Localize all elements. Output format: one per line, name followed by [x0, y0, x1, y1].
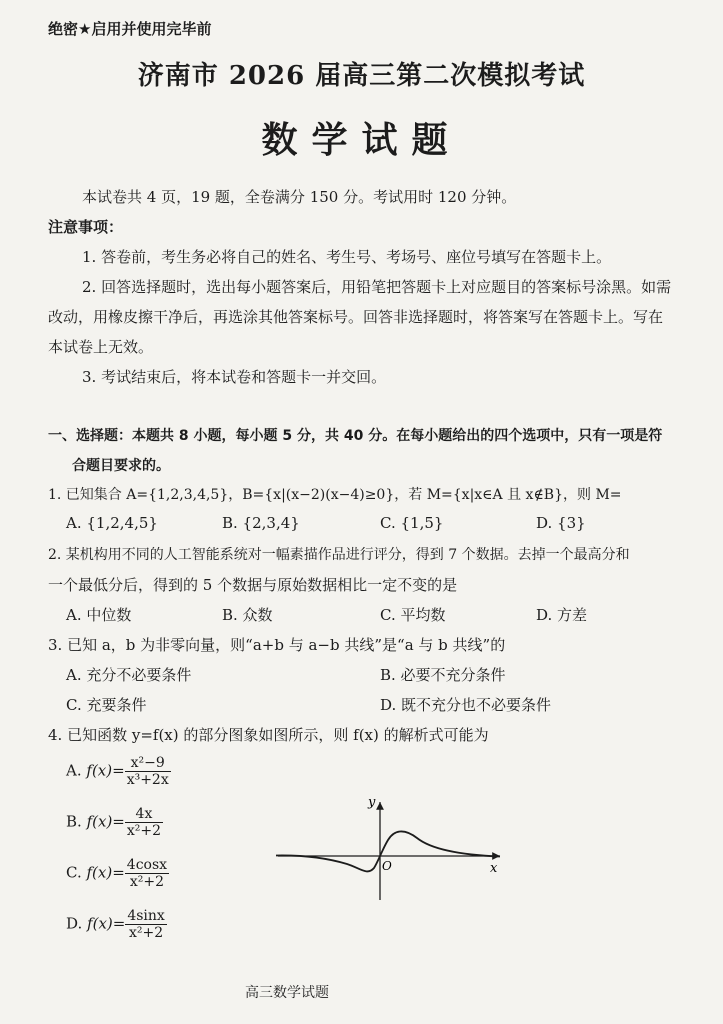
- question-3-option-a: A. 充分不必要条件: [66, 666, 192, 684]
- function-expression: f(x)=: [87, 914, 126, 933]
- question-1-option-a: A. {1,2,4,5}: [66, 514, 158, 532]
- denominator: x³+2x: [126, 772, 169, 788]
- question-1-option-c: C. {1,5}: [380, 514, 444, 532]
- question-4-option-a: [66, 755, 171, 788]
- question-3-stem: 3. 已知 a，b 为非零向量，则“a+b 与 a−b 共线”是“a 与 b 共线”的: [48, 636, 506, 654]
- function-expression: f(x)=: [86, 812, 125, 831]
- question-4-option-c: [66, 857, 169, 890]
- question-4-option-d: [66, 908, 167, 941]
- numerator: 4sinx: [127, 908, 165, 924]
- note-item-2-cont: 改动，用橡皮擦干净后，再选涂其他答案标号。回答非选择题时，将答案写在答题卡上。写在: [48, 308, 664, 326]
- note-item-2: 2. 回答选择题时，选出每小题答案后，用铅笔把答题卡上对应题目的答案标号涂黑。如需: [82, 278, 672, 296]
- denominator: x²+2: [126, 823, 162, 839]
- function-graph: [272, 792, 512, 912]
- x-axis-label: x: [490, 861, 498, 876]
- exam-intro: 本试卷共 4 页，19 题，全卷满分 150 分。考试用时 120 分钟。: [82, 188, 517, 206]
- section1-heading: 一、选择题：本题共 8 小题，每小题 5 分，共 40 分。在每小题给出的四个选项中，只有一项是符: [48, 428, 663, 444]
- question-1-option-b: B. {2,3,4}: [222, 514, 300, 532]
- option-label: A.: [66, 761, 82, 780]
- question-2-stem: 2. 某机构用不同的人工智能系统对一幅素描作品进行评分，得到 7 个数据。去掉一个最高分和: [48, 547, 630, 563]
- question-2-option-a: A. 中位数: [66, 606, 132, 624]
- denominator: x²+2: [129, 874, 164, 890]
- note-item-1: 1. 答卷前，考生务必将自己的姓名、考生号、考场号、座位号填写在答题卡上。: [82, 248, 612, 266]
- numerator: 4cosx: [126, 857, 168, 873]
- question-1-option-d: D. {3}: [536, 514, 586, 532]
- question-4-stem: 4. 已知函数 y=f(x) 的部分图象如图所示，则 f(x) 的解析式可能为: [48, 726, 489, 744]
- numerator: x²−9: [125, 755, 171, 772]
- function-expression: f(x)=: [86, 863, 125, 882]
- section1-heading-cont: 合题目要求的。: [72, 458, 170, 474]
- origin-label: O: [382, 859, 392, 873]
- question-3-option-c: C. 充要条件: [66, 696, 147, 714]
- exam-title: 济南市 2026 届高三第二次模拟考试: [137, 61, 586, 91]
- numerator: 4x: [125, 806, 163, 823]
- question-2-option-c: C. 平均数: [380, 606, 446, 624]
- question-2-option-b: B. 众数: [222, 606, 273, 624]
- fraction: [125, 908, 166, 941]
- denominator: x²+2: [129, 925, 164, 941]
- option-label: C.: [66, 863, 82, 882]
- confidential-notice: 绝密★启用并使用完毕前: [48, 20, 212, 38]
- fraction: [125, 806, 163, 839]
- question-2-stem-cont: 一个最低分后，得到的 5 个数据与原始数据相比一定不变的是: [48, 576, 458, 594]
- fraction: [125, 755, 171, 788]
- subject-title: 数学试题: [261, 120, 462, 161]
- page-footer: 高三数学试题: [245, 985, 329, 1001]
- option-label: B.: [66, 812, 82, 831]
- note-item-3: 3. 考试结束后，将本试卷和答题卡一并交回。: [82, 368, 387, 386]
- question-4-option-b: [66, 806, 163, 839]
- question-2-option-d: D. 方差: [536, 606, 588, 624]
- note-item-2-end: 本试卷上无效。: [48, 338, 154, 356]
- y-axis-label: y: [368, 795, 376, 810]
- notes-heading: 注意事项：: [48, 218, 124, 236]
- question-1-stem: 1. 已知集合 A={1,2,3,4,5}，B={x|(x−2)(x−4)≥0}，若 M={x|x∈A 且 x∉B}，则 M=: [48, 487, 622, 503]
- fraction: [125, 857, 169, 890]
- question-3-option-d: D. 既不充分也不必要条件: [380, 696, 552, 714]
- question-3-option-b: B. 必要不充分条件: [380, 666, 506, 684]
- option-label: D.: [66, 914, 83, 933]
- function-expression: f(x)=: [86, 761, 125, 780]
